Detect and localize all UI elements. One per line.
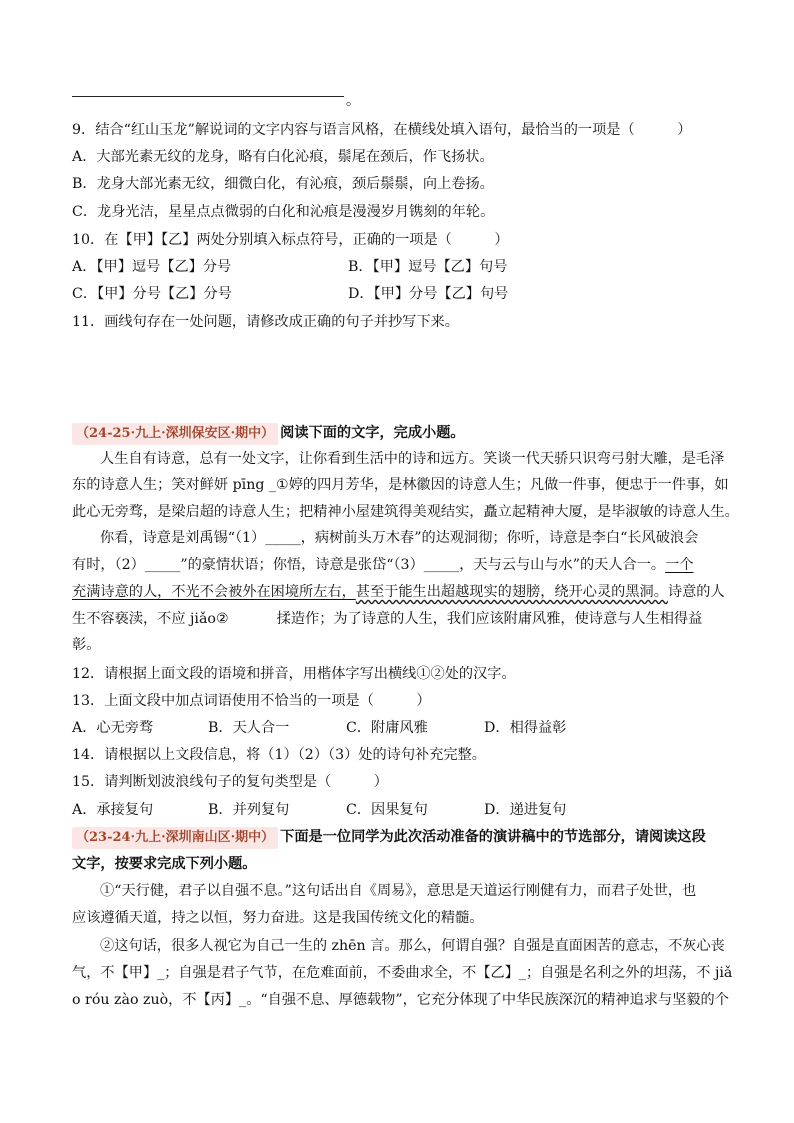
passage-1-line: 人生自有诗意，总有一处文字，让你看到生活中的诗和远方。笑谈一代天骄只识弯弓射大雕，是毛泽: [100, 451, 725, 467]
passage-2-line: 你看，诗意是刘禹锡“（1）_____，病树前头万木春”的达观洞彻；你听，诗意是李白“长风破浪会: [100, 530, 699, 546]
speech-paragraph-1-line: 应该遵循天道，持之以恒，努力奋进。这是我国传统文化的精髓。: [72, 910, 484, 926]
passage-2-line: [72, 608, 724, 630]
section-2-instruction: 下面是一位同学为此次活动准备的演讲稿中的节选部分，请阅读这段: [280, 829, 706, 845]
passage-2-line: 彰。: [72, 637, 101, 653]
question-10-option-b[interactable]: B．【甲】逗号【乙】句号: [348, 259, 508, 275]
question-13-option-b[interactable]: B．天人合一: [208, 720, 290, 736]
question-9-option-a[interactable]: A．大部光素无纹的龙身，略有白化沁痕，鬃尾在颈后，作飞扬状。: [72, 149, 494, 165]
passage-2-line: [72, 581, 724, 603]
passage-2-text: 诗意的人: [667, 584, 725, 600]
question-15-option-d[interactable]: D．递进复句: [484, 802, 567, 818]
question-13-option-a[interactable]: A．心无旁骛: [72, 720, 154, 736]
answer-blank-line: [72, 96, 344, 97]
passage-2-text: 生不容亵渎，不应 jiǎo②: [72, 611, 229, 627]
passage-1-line: 东的诗意人生；笑对鲜妍 pīng _①婷的四月芳华，是林徽因的诗意人生；凡做一件事，便忠于一件事，如: [72, 477, 729, 493]
question-10-options-row2: [72, 283, 724, 305]
question-13-stem: 13．上面文段中加点词语使用不恰当的一项是（ ）: [72, 693, 431, 709]
question-13-option-d[interactable]: D．相得益彰: [484, 720, 567, 736]
question-10-option-c[interactable]: C．【甲】分号【乙】分号: [72, 286, 232, 302]
question-10-option-d[interactable]: D．【甲】分号【乙】句号: [348, 286, 509, 302]
section-2-instruction-cont: 文字，按要求完成下列小题。: [72, 856, 257, 872]
section-2-source-tag: （23-24·九上·深圳南山区·期中）: [72, 827, 278, 849]
speech-paragraph-2-line: o róu zào zuò，不【丙】_。“自强不息、厚德载物”，它充分体现了中华民族深沉的精神追求与坚毅的个: [72, 992, 729, 1008]
underlined-sentence: 一个: [665, 557, 694, 573]
question-9-stem: 9．结合“红山玉龙”解说词的文字内容与语言风格，在横线处填入语句，最恰当的一项是（ ）: [72, 122, 692, 138]
passage-2-line: [72, 554, 724, 576]
speech-paragraph-2-line: 气，不【甲】_；自强是君子气节，在危难面前，不委曲求全，不【乙】_；自强是名利之外的坦荡，不 jiǎ: [72, 965, 733, 981]
passage-2-text: 揉造作；为了诗意的人生，我们应该附庸风雅，使诗意与人生相得益: [276, 611, 703, 627]
passage-1-line: 此心无旁骛，是梁启超的诗意人生；把精神小屋建筑得美观结实，矗立起精神大厦，是毕淑敏的诗意人生。: [72, 504, 739, 520]
speech-paragraph-1-line: ①“天行健，君子以自强不息。”这句话出自《周易》，意思是天道运行刚健有力，而君子处世，也: [100, 883, 697, 899]
question-11-stem: 11．画线句存在一处问题，请修改成正确的句子并抄写下来。: [72, 314, 459, 330]
speech-paragraph-2-line: ②这句话，很多人视它为自己一生的 zhēn 言。那么，何谓自强？自强是直面困苦的意志，不灰心丧: [100, 938, 725, 954]
answer-period: 。: [346, 93, 360, 109]
question-15-option-a[interactable]: A．承接复句: [72, 802, 154, 818]
underlined-sentence: 充满诗意的人，不光不会被外在困境所左右，: [72, 584, 356, 600]
wavy-underlined-sentence: 甚至于能生出超越现实的翅膀，绕开心灵的黑洞。: [355, 584, 668, 600]
section-1-instruction: 阅读下面的文字，完成小题。: [280, 425, 465, 441]
question-10-option-a[interactable]: A．【甲】逗号【乙】分号: [72, 259, 232, 275]
question-15-option-b[interactable]: B．并列复句: [208, 802, 290, 818]
section-1-source-tag: （24-25·九上·深圳保安区·期中）: [72, 423, 278, 445]
passage-2-text: 有时，（2）_____”的豪情状语；你悟，诗意是张岱“（3）_____，天与云与山与水”的天人合一。: [72, 557, 666, 573]
question-13-option-c[interactable]: C．附庸风雅: [346, 720, 428, 736]
question-15-stem: 15．请判断划波浪线句子的复句类型是（ ）: [72, 774, 388, 790]
question-10-options-row1: [72, 256, 724, 278]
section-2-header: [72, 826, 724, 849]
question-12-stem: 12．请根据上面文段的语境和拼音，用楷体字写出横线①②处的汉字。: [72, 666, 516, 682]
question-15-option-c[interactable]: C．因果复句: [346, 802, 428, 818]
question-14-stem: 14．请根据以上文段信息，将（1）（2）（3）处的诗句补充完整。: [72, 747, 486, 763]
question-10-stem: 10．在【甲】【乙】两处分别填入标点符号，正确的一项是（ ）: [72, 232, 509, 248]
question-9-option-c[interactable]: C．龙身光洁，星星点点微弱的白化和沁痕是漫漫岁月镌刻的年轮。: [72, 204, 495, 220]
section-1-header: [72, 422, 724, 445]
question-9-option-b[interactable]: B．龙身大部光素无纹，细微白化，有沁痕，颈后鬃鬃，向上卷扬。: [72, 176, 494, 192]
